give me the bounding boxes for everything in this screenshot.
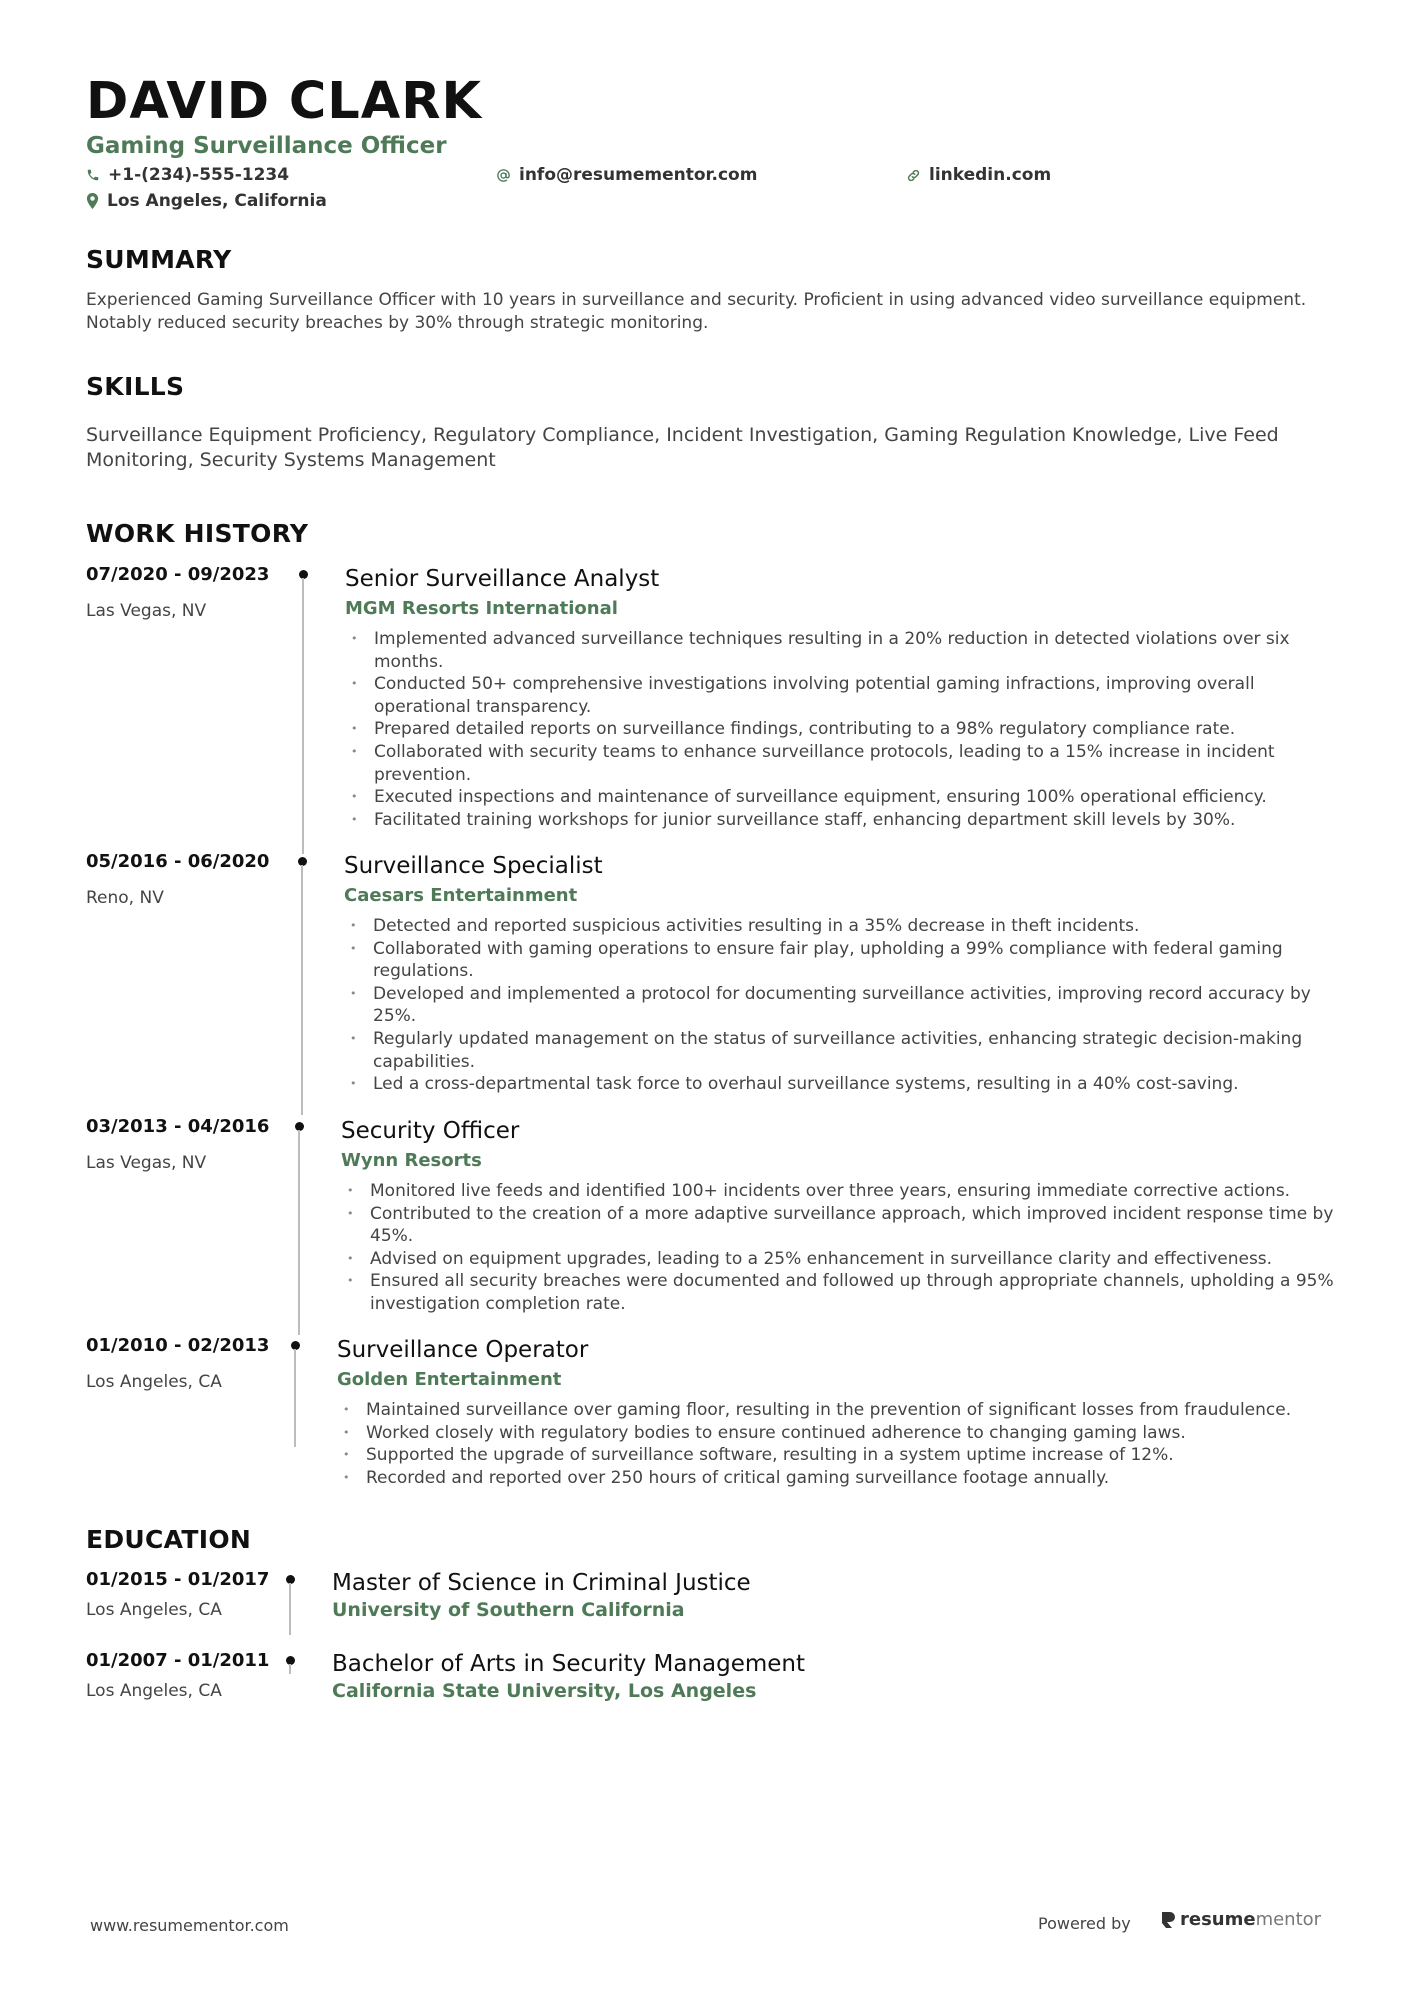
- work-entry: [86, 564, 1336, 844]
- work-bullet: • Contributed to the creation of a more adaptive surveillance approach, which improved incident response time by 45%.: [341, 1203, 1341, 1248]
- work-bullet: • Collaborated with gaming operations to ensure fair play, upholding a 99% compliance with federal gaming regulations.: [344, 938, 1344, 983]
- education-school: California State University, Los Angeles: [332, 1680, 757, 1702]
- timeline-line: [289, 1664, 291, 1674]
- work-location: Las Vegas, NV: [86, 1153, 207, 1173]
- work-bullet: • Implemented advanced surveillance techniques resulting in a 20% reduction in detected violations over six months.: [345, 628, 1345, 673]
- work-history-heading: WORK HISTORY: [86, 519, 309, 548]
- footer-url[interactable]: www.resumementor.com: [90, 1916, 289, 1935]
- email-link[interactable]: info@resumementor.com: [519, 165, 758, 185]
- powered-by-label: Powered by: [1038, 1914, 1131, 1933]
- work-bullet: • Detected and reported suspicious activities resulting in a 35% decrease in theft incidents.: [344, 915, 1344, 938]
- work-bullet: • Monitored live feeds and identified 100+ incidents over three years, ensuring immediate corrective actions.: [341, 1180, 1341, 1203]
- phone-text: +1-(234)-555-1234: [108, 165, 290, 185]
- work-bullet: • Recorded and reported over 250 hours of critical gaming surveillance footage annually.: [337, 1467, 1337, 1490]
- candidate-title: Gaming Surveillance Officer: [86, 133, 447, 159]
- resumementor-logo: [1160, 1909, 1321, 1930]
- timeline-line: [294, 1349, 296, 1447]
- work-bullet: • Advised on equipment upgrades, leading to a 25% enhancement in surveillance clarity and effectiveness.: [341, 1248, 1341, 1271]
- candidate-name: DAVID CLARK: [86, 72, 483, 131]
- work-company: Golden Entertainment: [337, 1369, 562, 1390]
- work-role: Security Officer: [341, 1118, 520, 1144]
- brand-part2: mentor: [1255, 1909, 1322, 1930]
- work-bullet: • Maintained surveillance over gaming floor, resulting in the prevention of significant losses from fraudulence.: [337, 1399, 1337, 1422]
- work-bullet: • Ensured all security breaches were documented and followed up through appropriate channels, upholding a 95% investigation completion rate.: [341, 1270, 1341, 1315]
- summary-heading: SUMMARY: [86, 245, 232, 274]
- education-dates: 01/2007 - 01/2011: [86, 1650, 270, 1671]
- education-degree: Master of Science in Criminal Justice: [332, 1570, 751, 1596]
- education-heading: EDUCATION: [86, 1525, 252, 1554]
- work-bullet: • Facilitated training workshops for junior surveillance staff, enhancing department skill levels by 30%.: [345, 809, 1345, 832]
- education-location: Los Angeles, CA: [86, 1681, 222, 1701]
- education-location: Los Angeles, CA: [86, 1600, 222, 1620]
- at-sign-icon: [496, 168, 511, 183]
- resumementor-logo-icon: [1160, 1910, 1176, 1930]
- contact-location: [86, 190, 327, 212]
- work-bullets: [337, 1399, 1337, 1489]
- link-icon: [906, 168, 921, 183]
- work-bullets: [344, 915, 1344, 1096]
- work-content: [337, 1335, 1337, 1489]
- work-dates: 01/2010 - 02/2013: [86, 1335, 270, 1356]
- timeline-line: [301, 865, 303, 1115]
- timeline-line: [298, 1130, 300, 1335]
- skills-text: Surveillance Equipment Proficiency, Regulatory Compliance, Incident Investigation, Gaming Regulation Knowledge, Live Feed Monitoring, Security Systems Management: [86, 424, 1279, 471]
- education-entry: [86, 1569, 1336, 1639]
- education-school: University of Southern California: [332, 1599, 685, 1621]
- phone-icon: [86, 168, 100, 182]
- work-dates: 05/2016 - 06/2020: [86, 851, 270, 872]
- education-dates: 01/2015 - 01/2017: [86, 1569, 270, 1590]
- summary-text: Experienced Gaming Surveillance Officer with 10 years in surveillance and security. Proficient in using advanced video surveillance equipment. Notably reduced security breaches by 30% through strategic monitoring.: [86, 290, 1307, 333]
- work-location: Reno, NV: [86, 888, 164, 908]
- work-bullet: • Worked closely with regulatory bodies to ensure continued adherence to changing gaming laws.: [337, 1422, 1337, 1445]
- work-bullet: • Supported the upgrade of surveillance software, resulting in a system uptime increase of 12%.: [337, 1444, 1337, 1467]
- linkedin-link[interactable]: linkedin.com: [929, 165, 1052, 185]
- work-company: MGM Resorts International: [345, 598, 618, 619]
- work-bullet: • Led a cross-departmental task force to overhaul surveillance systems, resulting in a 40% cost-saving.: [344, 1073, 1344, 1096]
- work-location: Los Angeles, CA: [86, 1372, 222, 1392]
- work-bullet: • Regularly updated management on the status of surveillance activities, enhancing strategic decision-making capabilities.: [344, 1028, 1344, 1073]
- contact-linkedin[interactable]: [906, 164, 1051, 186]
- work-bullet: • Collaborated with security teams to enhance surveillance protocols, leading to a 15% increase in incident prevention.: [345, 741, 1345, 786]
- work-company: Caesars Entertainment: [344, 885, 578, 906]
- work-bullets: [345, 628, 1345, 831]
- work-content: [341, 1116, 1341, 1316]
- work-content: [345, 564, 1345, 831]
- contact-phone: [86, 164, 289, 186]
- work-role: Senior Surveillance Analyst: [345, 566, 660, 592]
- work-role: Surveillance Operator: [337, 1337, 589, 1363]
- work-entry: [86, 851, 1336, 1109]
- location-text: Los Angeles, California: [107, 191, 327, 211]
- education-content: [332, 1569, 1232, 1623]
- education-degree: Bachelor of Arts in Security Management: [332, 1651, 806, 1677]
- work-content: [344, 851, 1344, 1096]
- timeline-line: [302, 578, 304, 854]
- work-bullets: [341, 1180, 1341, 1316]
- work-location: Las Vegas, NV: [86, 601, 207, 621]
- education-content: [332, 1650, 1232, 1704]
- work-dates: 07/2020 - 09/2023: [86, 564, 270, 585]
- education-entry: [86, 1650, 1336, 1720]
- work-entry: [86, 1335, 1336, 1495]
- timeline-line: [289, 1583, 291, 1635]
- work-role: Surveillance Specialist: [344, 853, 603, 879]
- contact-email[interactable]: [496, 164, 757, 186]
- work-bullet: • Executed inspections and maintenance of surveillance equipment, ensuring 100% operational efficiency.: [345, 786, 1345, 809]
- skills-heading: SKILLS: [86, 372, 185, 401]
- work-entry: [86, 1116, 1336, 1328]
- work-bullet: • Conducted 50+ comprehensive investigations involving potential gaming infractions, improving overall operational transparency.: [345, 673, 1345, 718]
- work-company: Wynn Resorts: [341, 1150, 482, 1171]
- brand-part1: resume: [1180, 1909, 1256, 1930]
- work-dates: 03/2013 - 04/2016: [86, 1116, 270, 1137]
- location-pin-icon: [86, 193, 99, 209]
- work-bullet: • Prepared detailed reports on surveillance findings, contributing to a 98% regulatory compliance rate.: [345, 718, 1345, 741]
- work-bullet: • Developed and implemented a protocol for documenting surveillance activities, improving record accuracy by 25%.: [344, 983, 1344, 1028]
